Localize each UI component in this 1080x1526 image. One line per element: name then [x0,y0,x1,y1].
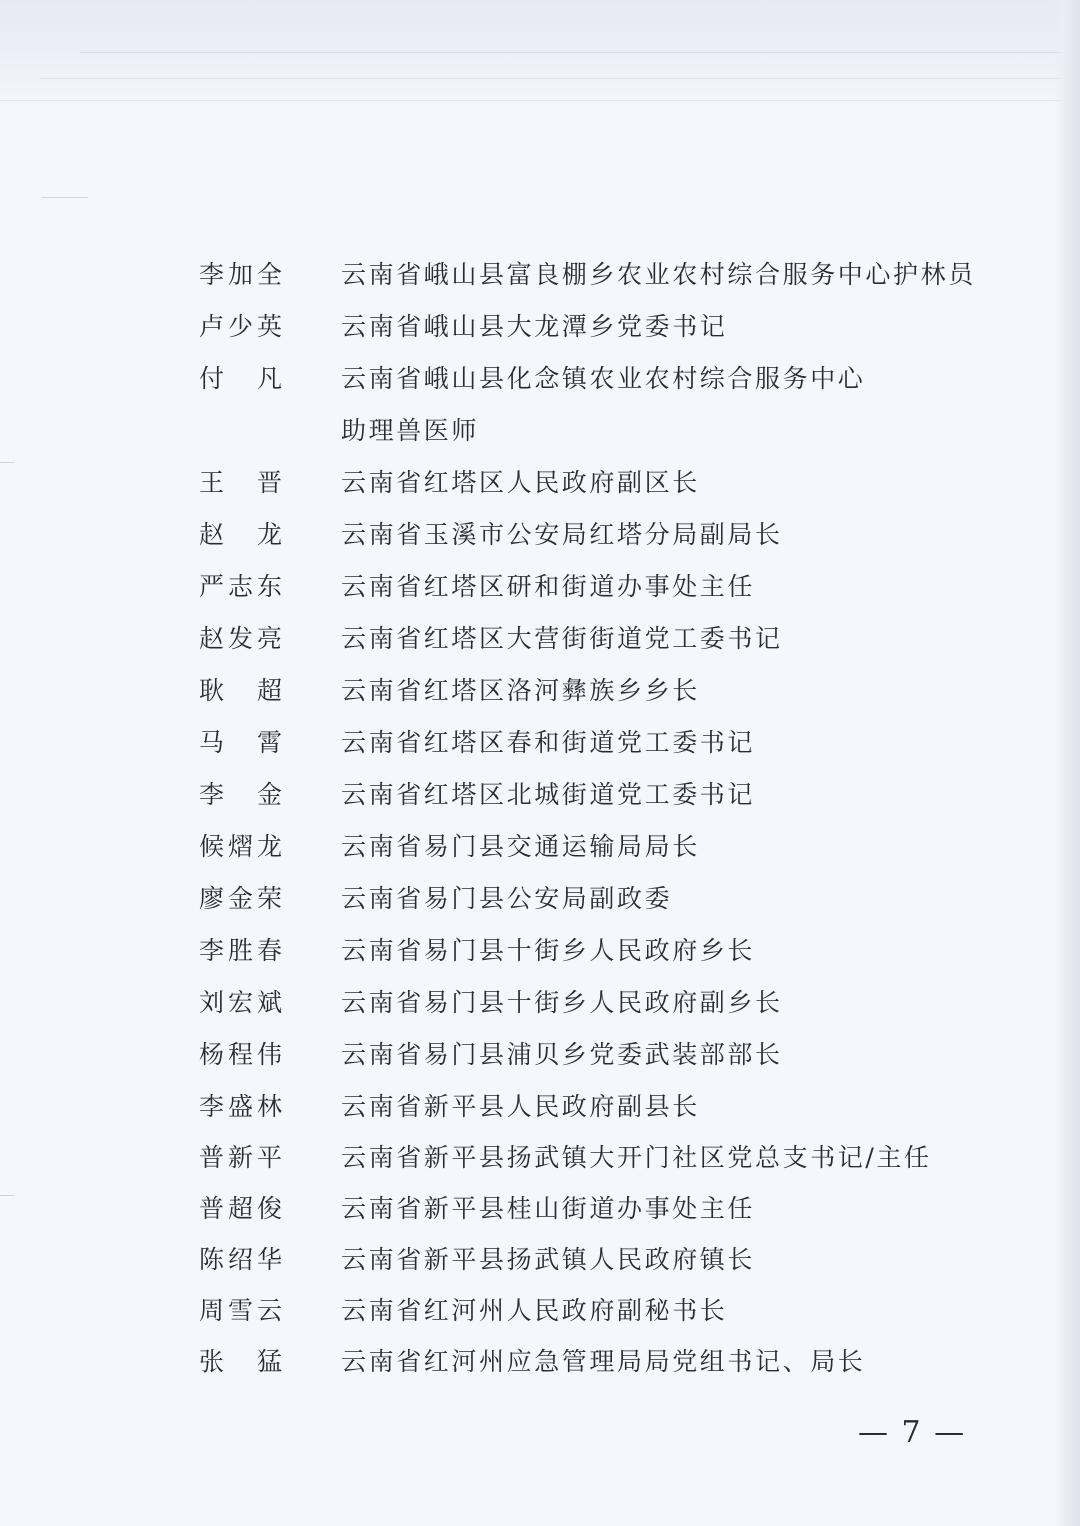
person-position: 云南省易门县交通运输局局长 [341,832,700,861]
person-position: 云南省红河州人民政府副秘书长 [341,1296,728,1325]
person-name: 耿 超 [199,676,283,705]
scan-line [0,100,1060,101]
person-name: 候熠龙 [199,832,283,861]
person-position: 云南省峨山县富良棚乡农业农村综合服务中心护林员 [341,260,976,289]
person-position: 云南省红塔区北城街道党工委书记 [341,780,756,809]
person-name: 李加全 [199,260,283,289]
person-position: 云南省新平县扬武镇人民政府镇长 [341,1245,756,1274]
scan-mark [0,462,14,463]
person-name: 马 霄 [199,728,283,757]
person-position: 云南省红塔区洛河彝族乡乡长 [341,676,700,705]
person-name: 普超俊 [199,1194,283,1223]
person-position: 云南省易门县十街乡人民政府副乡长 [341,988,783,1017]
person-name: 普新平 [199,1143,283,1172]
person-position: 云南省红塔区研和街道办事处主任 [341,572,756,601]
person-position: 云南省易门县浦贝乡党委武装部部长 [341,1040,783,1069]
scan-line [80,52,1070,53]
person-name: 周雪云 [199,1296,283,1325]
person-position: 云南省新平县人民政府副县长 [341,1092,700,1121]
person-name: 李 金 [199,780,283,809]
person-name: 廖金荣 [199,884,283,913]
person-name: 付 凡 [199,364,283,393]
person-position: 云南省红塔区人民政府副区长 [341,468,700,497]
scan-mark [42,197,88,198]
person-position: 云南省峨山县化念镇农业农村综合服务中心 [341,364,866,393]
person-name: 严志东 [199,572,283,601]
person-position-continued: 助理兽医师 [341,416,480,445]
person-name: 张 猛 [199,1347,283,1376]
page-number: — 7 — [858,1415,967,1450]
scan-mark [0,1195,14,1196]
person-name: 李胜春 [199,936,283,965]
person-position: 云南省易门县十街乡人民政府乡长 [341,936,756,965]
person-name: 刘宏斌 [199,988,283,1017]
person-position: 云南省玉溪市公安局红塔分局副局长 [341,520,783,549]
person-position: 云南省峨山县大龙潭乡党委书记 [341,312,728,341]
person-name: 赵 龙 [199,520,283,549]
person-position: 云南省新平县扬武镇大开门社区党总支书记/主任 [341,1143,932,1172]
person-position: 云南省红塔区春和街道党工委书记 [341,728,756,757]
person-name: 陈绍华 [199,1245,283,1274]
person-position: 云南省易门县公安局副政委 [341,884,673,913]
person-name: 王 晋 [199,468,283,497]
person-position: 云南省红塔区大营街街道党工委书记 [341,624,783,653]
person-position: 云南省红河州应急管理局局党组书记、局长 [341,1347,866,1376]
scan-line [40,78,1060,79]
person-name: 李盛林 [199,1092,283,1121]
person-name: 卢少英 [199,312,283,341]
person-name: 杨程伟 [199,1040,283,1069]
page-edge-shadow [1054,0,1080,1526]
person-position: 云南省新平县桂山街道办事处主任 [341,1194,756,1223]
person-name: 赵发亮 [199,624,283,653]
scan-shadow [0,0,1080,108]
